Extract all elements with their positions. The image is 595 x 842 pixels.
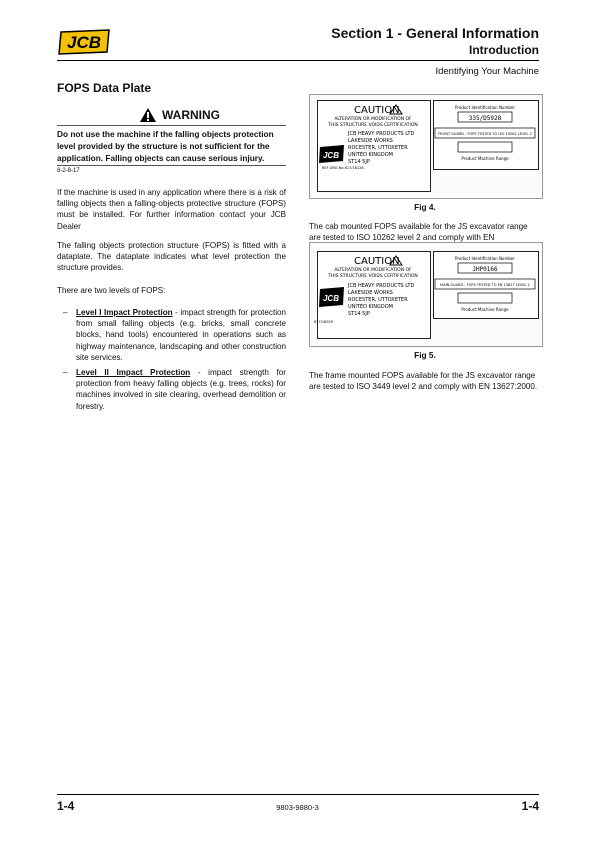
plate-jcb-logo-icon xyxy=(319,145,344,163)
warning-icon xyxy=(140,108,156,122)
plate-artwork xyxy=(310,243,542,346)
svg-text:LAKESIDE WORKS: LAKESIDE WORKS xyxy=(348,138,393,144)
svg-text:LAKESIDE WORKS: LAKESIDE WORKS xyxy=(348,290,393,296)
svg-text:JHP0166: JHP0166 xyxy=(472,266,498,273)
svg-text:REF DRG No 817/18128: REF DRG No 817/18128 xyxy=(322,166,364,170)
svg-text:335/D5928: 335/D5928 xyxy=(468,115,502,122)
level-2-title: Level II Impact Protection xyxy=(76,368,191,378)
paragraph-risk: If the machine is used in any application where there is a risk of falling objects then a falling-objects protective structure (FOPS) must be installed. For further information contact your JCB Dealer xyxy=(57,188,286,231)
jcb-logo xyxy=(57,28,113,56)
fops-dataplate-cab xyxy=(309,94,543,199)
svg-text:FRONT GUARD - FOPS TESTED TO I: FRONT GUARD - FOPS TESTED TO ISO 10262 LEVEL 2 xyxy=(438,132,532,136)
level-1-text: - impact strength for protection from small falling objects (e.g. bricks, small concrete blocks, hand tools) encountered in operations such as highway maintenance, landscaping and other construction site services. xyxy=(76,308,286,362)
paragraph-levels-intro: There are two levels of FOPS: xyxy=(57,286,166,295)
level-1-title: Level I Impact Protection xyxy=(76,308,173,317)
subsection-title: Introduction xyxy=(469,43,539,57)
svg-text:THIS STRUCTURE VOIDS CERTIFICA: THIS STRUCTURE VOIDS CERTIFICATION xyxy=(328,274,418,279)
warning-header xyxy=(140,108,220,122)
warning-code: 8-2-8-17 xyxy=(57,168,80,174)
svg-text:ST14 5JP: ST14 5JP xyxy=(348,311,370,317)
document-number: 9803-9880-3 xyxy=(276,803,319,812)
page-number-right: 1-4 xyxy=(521,799,539,813)
svg-text:ROCESTER, UTTOXETER: ROCESTER, UTTOXETER xyxy=(348,297,408,303)
figure-4-label: Fig 4. xyxy=(414,202,436,212)
svg-text:Product Machine Range: Product Machine Range xyxy=(461,156,509,161)
svg-text:JCB: JCB xyxy=(66,33,102,52)
svg-text:MAIN GUARD - FOPS TESTED TO EN: MAIN GUARD - FOPS TESTED TO EN 13627 LEVEL 2 xyxy=(440,283,530,287)
header-rule xyxy=(57,60,539,61)
section-title: Section 1 - General Information xyxy=(331,25,539,41)
plate-artwork xyxy=(310,95,542,198)
svg-text:UNITED KINGDOM: UNITED KINGDOM xyxy=(348,152,393,158)
svg-text:THIS STRUCTURE VOIDS CERTIFICA: THIS STRUCTURE VOIDS CERTIFICATION xyxy=(328,123,418,128)
svg-text:ROCESTER, UTTOXETER: ROCESTER, UTTOXETER xyxy=(348,145,408,151)
fops-level-list xyxy=(63,307,286,416)
list-item: – Level I Impact Protection - impact strength for protection from small falling objects (e.g. bricks, small concrete blocks, hand tools) encountered in operations such as highway maintenance, landscaping and other construction site services. xyxy=(63,308,286,362)
level-2-text: - impact strength for protection from heavy falling objects (e.g. trees, rocks) for machines involved in site clearing, overhead demolition or forestry. xyxy=(76,368,286,411)
svg-text:ALTERATION OR MODIFICATION OF: ALTERATION OR MODIFICATION OF xyxy=(334,117,412,122)
list-item: – Level II Impact Protection - impact strength for protection from heavy falling objects (e.g. trees, rocks) for machines involved in site clearing, overhead demolition or forestry. xyxy=(63,368,286,411)
warning-title: WARNING xyxy=(162,108,220,122)
fops-dataplate-frame xyxy=(309,242,543,347)
fops-heading: FOPS Data Plate xyxy=(57,81,152,95)
svg-text:JCB HEAVY PRODUCTS LTD: JCB HEAVY PRODUCTS LTD xyxy=(348,283,415,289)
svg-text:ALTERATION OR MODIFICATION OF: ALTERATION OR MODIFICATION OF xyxy=(334,268,412,273)
svg-text:JCB: JCB xyxy=(322,151,340,160)
warning-rule-bottom xyxy=(57,165,286,166)
figure-5-caption: The frame mounted FOPS available for the JS excavator range are tested to ISO 3449 level 2 and comply with EN 13627:2000. xyxy=(309,371,538,392)
svg-text:Product Identification Number: Product Identification Number xyxy=(454,105,516,110)
warning-rule-top xyxy=(57,125,286,126)
svg-text:Product Identification Number: Product Identification Number xyxy=(454,256,516,261)
footer-rule xyxy=(57,794,539,795)
plate-jcb-logo-icon xyxy=(319,287,344,307)
svg-text:CAUTION: CAUTION xyxy=(354,105,400,116)
svg-text:UNITED KINGDOM: UNITED KINGDOM xyxy=(348,304,393,310)
paragraph-dataplate: The falling objects protection structure (FOPS) is fitted with a dataplate. The dataplate indicates what level protection the structure provides. xyxy=(57,241,286,273)
svg-text:JCB HEAVY PRODUCTS LTD: JCB HEAVY PRODUCTS LTD xyxy=(348,131,415,137)
topic-title: Identifying Your Machine xyxy=(435,66,539,77)
svg-text:817/18559: 817/18559 xyxy=(314,320,333,324)
figure-5-label: Fig 5. xyxy=(414,350,436,360)
svg-text:Product Machine Range: Product Machine Range xyxy=(461,307,509,312)
svg-text:ST14 5JP: ST14 5JP xyxy=(348,159,370,165)
svg-text:CAUTION: CAUTION xyxy=(354,256,400,267)
page-number-left: 1-4 xyxy=(57,799,75,813)
figure-4-caption: The cab mounted FOPS available for the JS excavator range are tested to ISO 10262 level 2 and comply with EN xyxy=(309,222,528,243)
warning-text: Do not use the machine if the falling objects protection level provided by the structure is not sufficient for the application. Falling objects can cause serious injury. xyxy=(57,129,274,163)
svg-text:JCB: JCB xyxy=(322,294,340,303)
